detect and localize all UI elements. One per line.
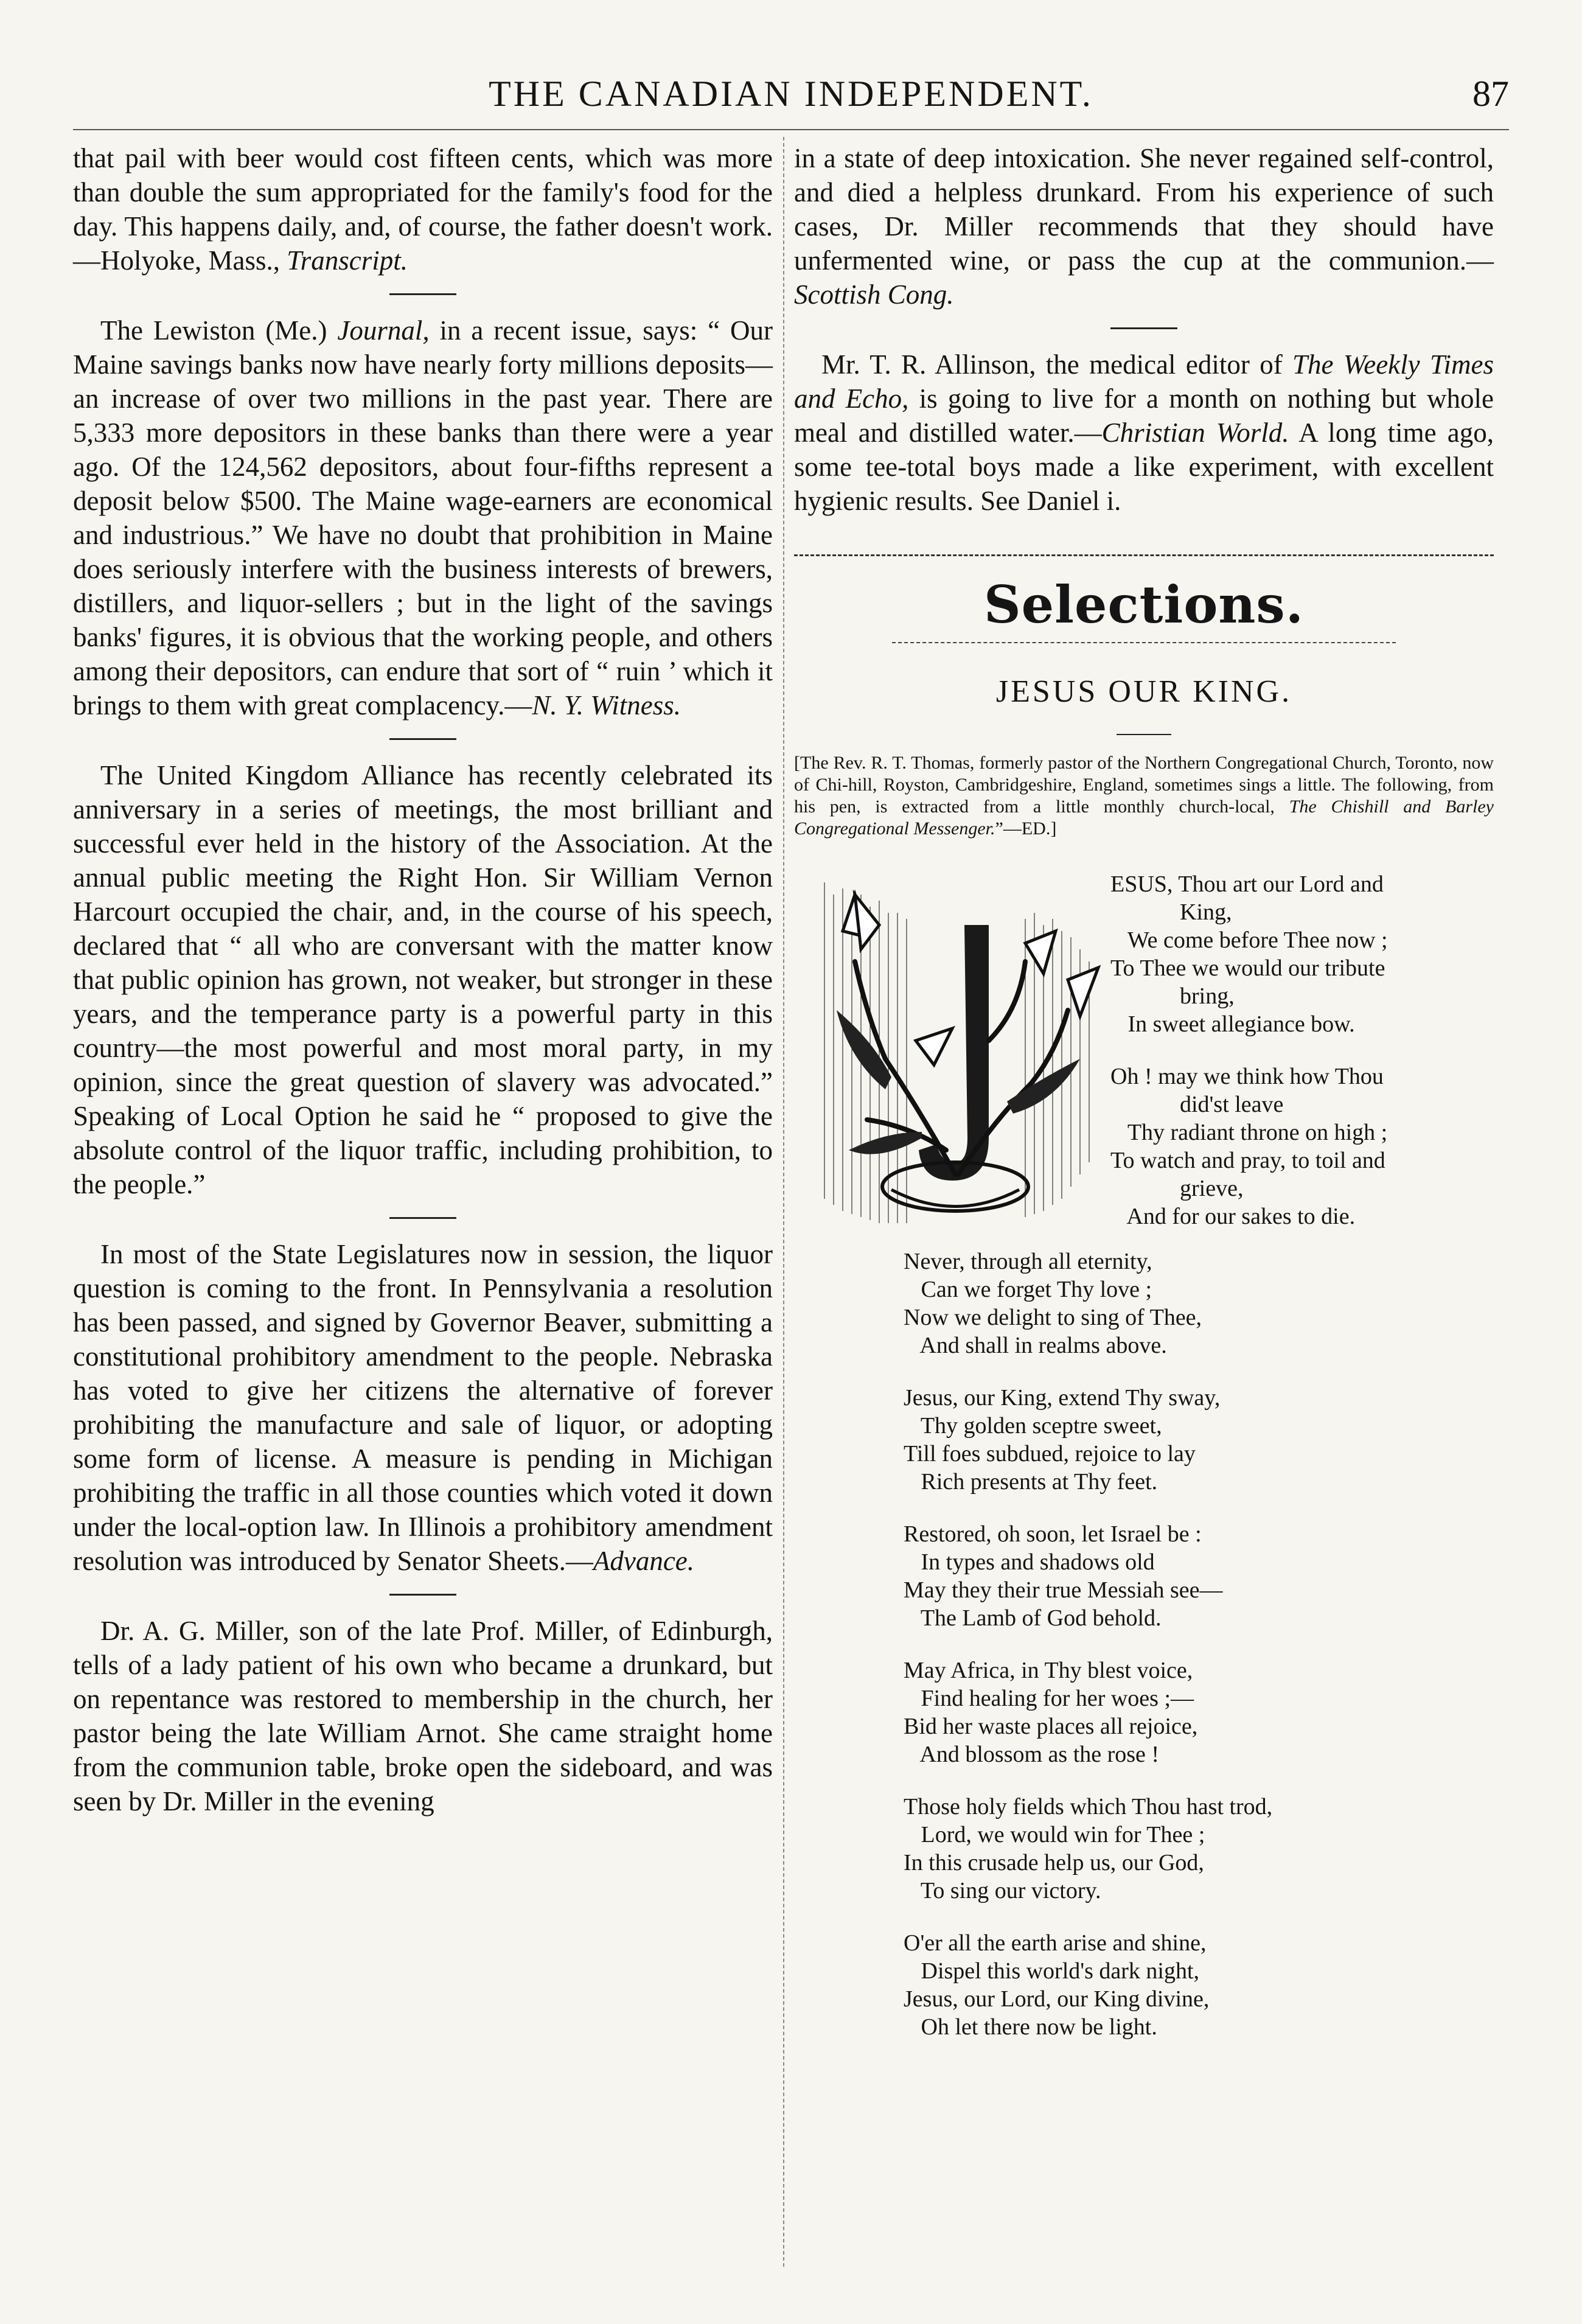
- poem-stanza: [904, 1384, 1494, 1496]
- publication-name: The Chishill and Barley Congregational Messenger.: [794, 797, 1494, 839]
- poem-line: Can we forget Thy love ;: [904, 1277, 1152, 1302]
- poem-line: Lord, we would win for Thee ;: [904, 1822, 1205, 1848]
- poem-line: Restored, oh soon, let Israel be :: [904, 1521, 1202, 1547]
- paragraph-text: Mr. T. R. Allinson, the medical editor of: [821, 349, 1293, 380]
- paragraph-text: The Lewiston (Me.): [100, 315, 338, 346]
- page-header: [73, 73, 1509, 128]
- poem-line: Thy radiant throne on high ;: [1110, 1120, 1388, 1145]
- separator-rule: [389, 293, 456, 295]
- poem-line: Till foes subdued, rejoice to lay: [904, 1441, 1196, 1467]
- publication-name: The Weekly Times and Echo,: [794, 349, 1494, 414]
- section-rule-small: [892, 642, 1396, 643]
- poem-line: Oh ! may we think how Thou: [1110, 1064, 1384, 1089]
- poem-line: Bid her waste places all rejoice,: [904, 1714, 1198, 1739]
- poem-stanza: [904, 1247, 1494, 1359]
- poem-line: May they their true Messiah see—: [904, 1577, 1223, 1603]
- page-number: 87: [1472, 74, 1509, 114]
- poem-stanza: [1110, 1063, 1482, 1230]
- editor-note: [794, 752, 1494, 840]
- source-citation: Transcript.: [287, 245, 408, 276]
- poem-line: grieve,: [1110, 1176, 1244, 1201]
- section-rule: [794, 554, 1494, 556]
- poem-line: Jesus, our King, extend Thy sway,: [904, 1385, 1221, 1411]
- article-paragraph: Dr. A. G. Miller, son of the late Prof. Miller, of Edinburgh, tells of a lady patient of his own who became a drunkard, but on repentance was restored to membership in the church, her pastor being the late William Arnot. She came straight home from the communion table, broke open the sideboard, and was seen by Dr. Miller in the evening: [73, 1616, 773, 1816]
- source-citation: Advance.: [593, 1546, 695, 1576]
- title-rule: [1117, 734, 1171, 735]
- article-paragraph: [794, 141, 1494, 312]
- poem-line: Oh let there now be light.: [904, 2014, 1157, 2040]
- poem-line: And for our sakes to die.: [1110, 1204, 1356, 1229]
- poem-line: bring,: [1110, 983, 1235, 1009]
- article-paragraph: [794, 347, 1494, 518]
- poem-line: To watch and pray, to toil and: [1110, 1148, 1385, 1173]
- paragraph-text: A long time ago, some tee-total boys made a like experiment, with excellent hygienic results. See Daniel i.: [794, 417, 1494, 516]
- publication-name: Christian World.: [1101, 417, 1289, 448]
- section-heading: Selections.: [984, 574, 1304, 635]
- article-paragraph: The United Kingdom Alliance has recently celebrated its anniversary in a series of meetings, the most brilliant and successful ever held in the history of the Association. At the annual public meeting the Right Hon. Sir William Vernon Harcourt occupied the chair, and, in the course of his speech, declared that “ all who are conversant with the matter know that public opinion has grown, not weaker, but stronger in these years, and the temperance party is a powerful party in this country—the most powerful and most moral party, in my opinion, since the great question of slavery was advocated.” Speaking of Local Option he said he “ proposed to give the absolute control of the liquor traffic, including prohibition, to the people.”: [73, 760, 773, 1199]
- poem-line: Find healing for her woes ;—: [904, 1686, 1194, 1711]
- poem-line: Those holy fields which Thou hast trod,: [904, 1794, 1273, 1820]
- article-paragraph: [73, 1237, 773, 1578]
- separator-rule: [389, 1217, 456, 1219]
- lily-dropcap-illustration: [812, 858, 1104, 1235]
- poem-line: did'st leave: [1110, 1092, 1284, 1117]
- poem-line: ESUS, Thou art our Lord and: [1110, 871, 1384, 897]
- poem-line: To sing our victory.: [904, 1878, 1101, 1904]
- right-column: [794, 141, 1494, 2065]
- journal-title: THE CANADIAN INDEPENDENT.: [489, 74, 1093, 114]
- poem-line: May Africa, in Thy blest voice,: [904, 1658, 1193, 1683]
- separator-rule: [389, 738, 456, 740]
- article-paragraph: [73, 141, 773, 277]
- poem-stanza: [1110, 870, 1482, 1038]
- source-citation: Scottish Cong.: [794, 279, 954, 310]
- poem-line: O'er all the earth arise and shine,: [904, 1930, 1207, 1956]
- column-divider: [783, 137, 784, 2267]
- poem-line: Rich presents at Thy feet.: [904, 1469, 1158, 1495]
- poem-line: The Lamb of God behold.: [904, 1605, 1162, 1631]
- poem-line: King,: [1110, 899, 1232, 925]
- paragraph-text: In most of the State Legislatures now in session, the liquor question is coming to the front. In Pennsylvania a resolution has been passed, and signed by Governor Beaver, submitting a constitutional prohibitory amendment to the people. Nebraska has voted to give her citizens the alternative of forever prohibiting the manufacture and sale of liquor, or adopting some form of license. A measure is pending in Michigan prohibiting the traffic in all those counties which voted it down under the local-option law. In Illinois a prohibitory amendment resolution was introduced by Senator Sheets.—: [73, 1239, 773, 1576]
- poem-line: Jesus, our Lord, our King divine,: [904, 1986, 1210, 2012]
- paragraph-text: is going to live for a month on nothing but whole meal and distilled water.—: [794, 383, 1494, 448]
- header-rule: [73, 129, 1509, 130]
- poem-line: In types and shadows old: [904, 1549, 1155, 1575]
- left-column: [73, 141, 773, 1818]
- poem-line: Never, through all eternity,: [904, 1249, 1152, 1274]
- poem-stanza: [904, 1929, 1494, 2041]
- article-paragraph: [73, 313, 773, 722]
- paragraph-text: that pail with beer would cost fifteen cents, which was more than double the sum appropriated for the family's food for the day. This happens daily, and, of course, the father doesn't work.—Holyoke, Mass.,: [73, 143, 773, 276]
- poem-title: JESUS OUR KING.: [995, 674, 1292, 709]
- poem-body: [904, 1247, 1494, 2041]
- publication-name: Journal,: [337, 315, 430, 346]
- poem-line: To Thee we would our tribute: [1110, 955, 1385, 981]
- poem-line: In sweet allegiance bow.: [1110, 1011, 1355, 1037]
- poem-stanza: [904, 1793, 1494, 1905]
- poem-line: We come before Thee now ;: [1110, 927, 1388, 953]
- poem-stanza: [904, 1656, 1494, 1768]
- poem-line: And blossom as the rose !: [904, 1742, 1160, 1767]
- poem-line: And shall in realms above.: [904, 1333, 1167, 1358]
- poem-line: Now we delight to sing of Thee,: [904, 1305, 1202, 1330]
- note-text: [The Rev. R. T. Thomas, formerly pastor of the Northern Congregational Church, Toronto, now of Chi-hill, Royston, Cambridgeshire, England, sometimes sings a little. The following, from his pen, is extracted from a little monthly church-local,: [794, 753, 1494, 817]
- poem-stanza: [904, 1520, 1494, 1632]
- source-citation: N. Y. Witness.: [532, 690, 681, 721]
- poem-line: In this crusade help us, our God,: [904, 1850, 1204, 1876]
- poem-opening: [794, 858, 1494, 1247]
- poem-line: Dispel this world's dark night,: [904, 1958, 1200, 1984]
- paragraph-text: in a state of deep intoxication. She never regained self-control, and died a helpless drunkard. From his experience of such cases, Dr. Miller recommends that they should have unfermented wine, or pass the cup at the communion.—: [794, 143, 1494, 276]
- note-text: ”—ED.]: [995, 818, 1057, 839]
- poem-opening-stanzas: [1110, 870, 1482, 1255]
- poem-line: Thy golden sceptre sweet,: [904, 1413, 1162, 1439]
- paragraph-text: in a recent issue, says: “ Our Maine savings banks now have nearly forty millions deposits—an increase of over two millions in the past year. There are 5,333 more depositors in these banks than there were a year ago. Of the 124,562 depositors, about four-fifths represent a deposit below $500. The Maine wage-earners are economical and industrious.” We have no doubt that prohibition in Maine does seriously interfere with the business interests of brewers, distillers, and liquor-sellers ; but in the light of the savings banks' figures, it is obvious that the working people, and others among their depositors, can endure that sort of “ ruin ’ which it brings to them with great complacency.—: [73, 315, 773, 721]
- separator-rule: [389, 1594, 456, 1596]
- separator-rule: [1110, 327, 1177, 329]
